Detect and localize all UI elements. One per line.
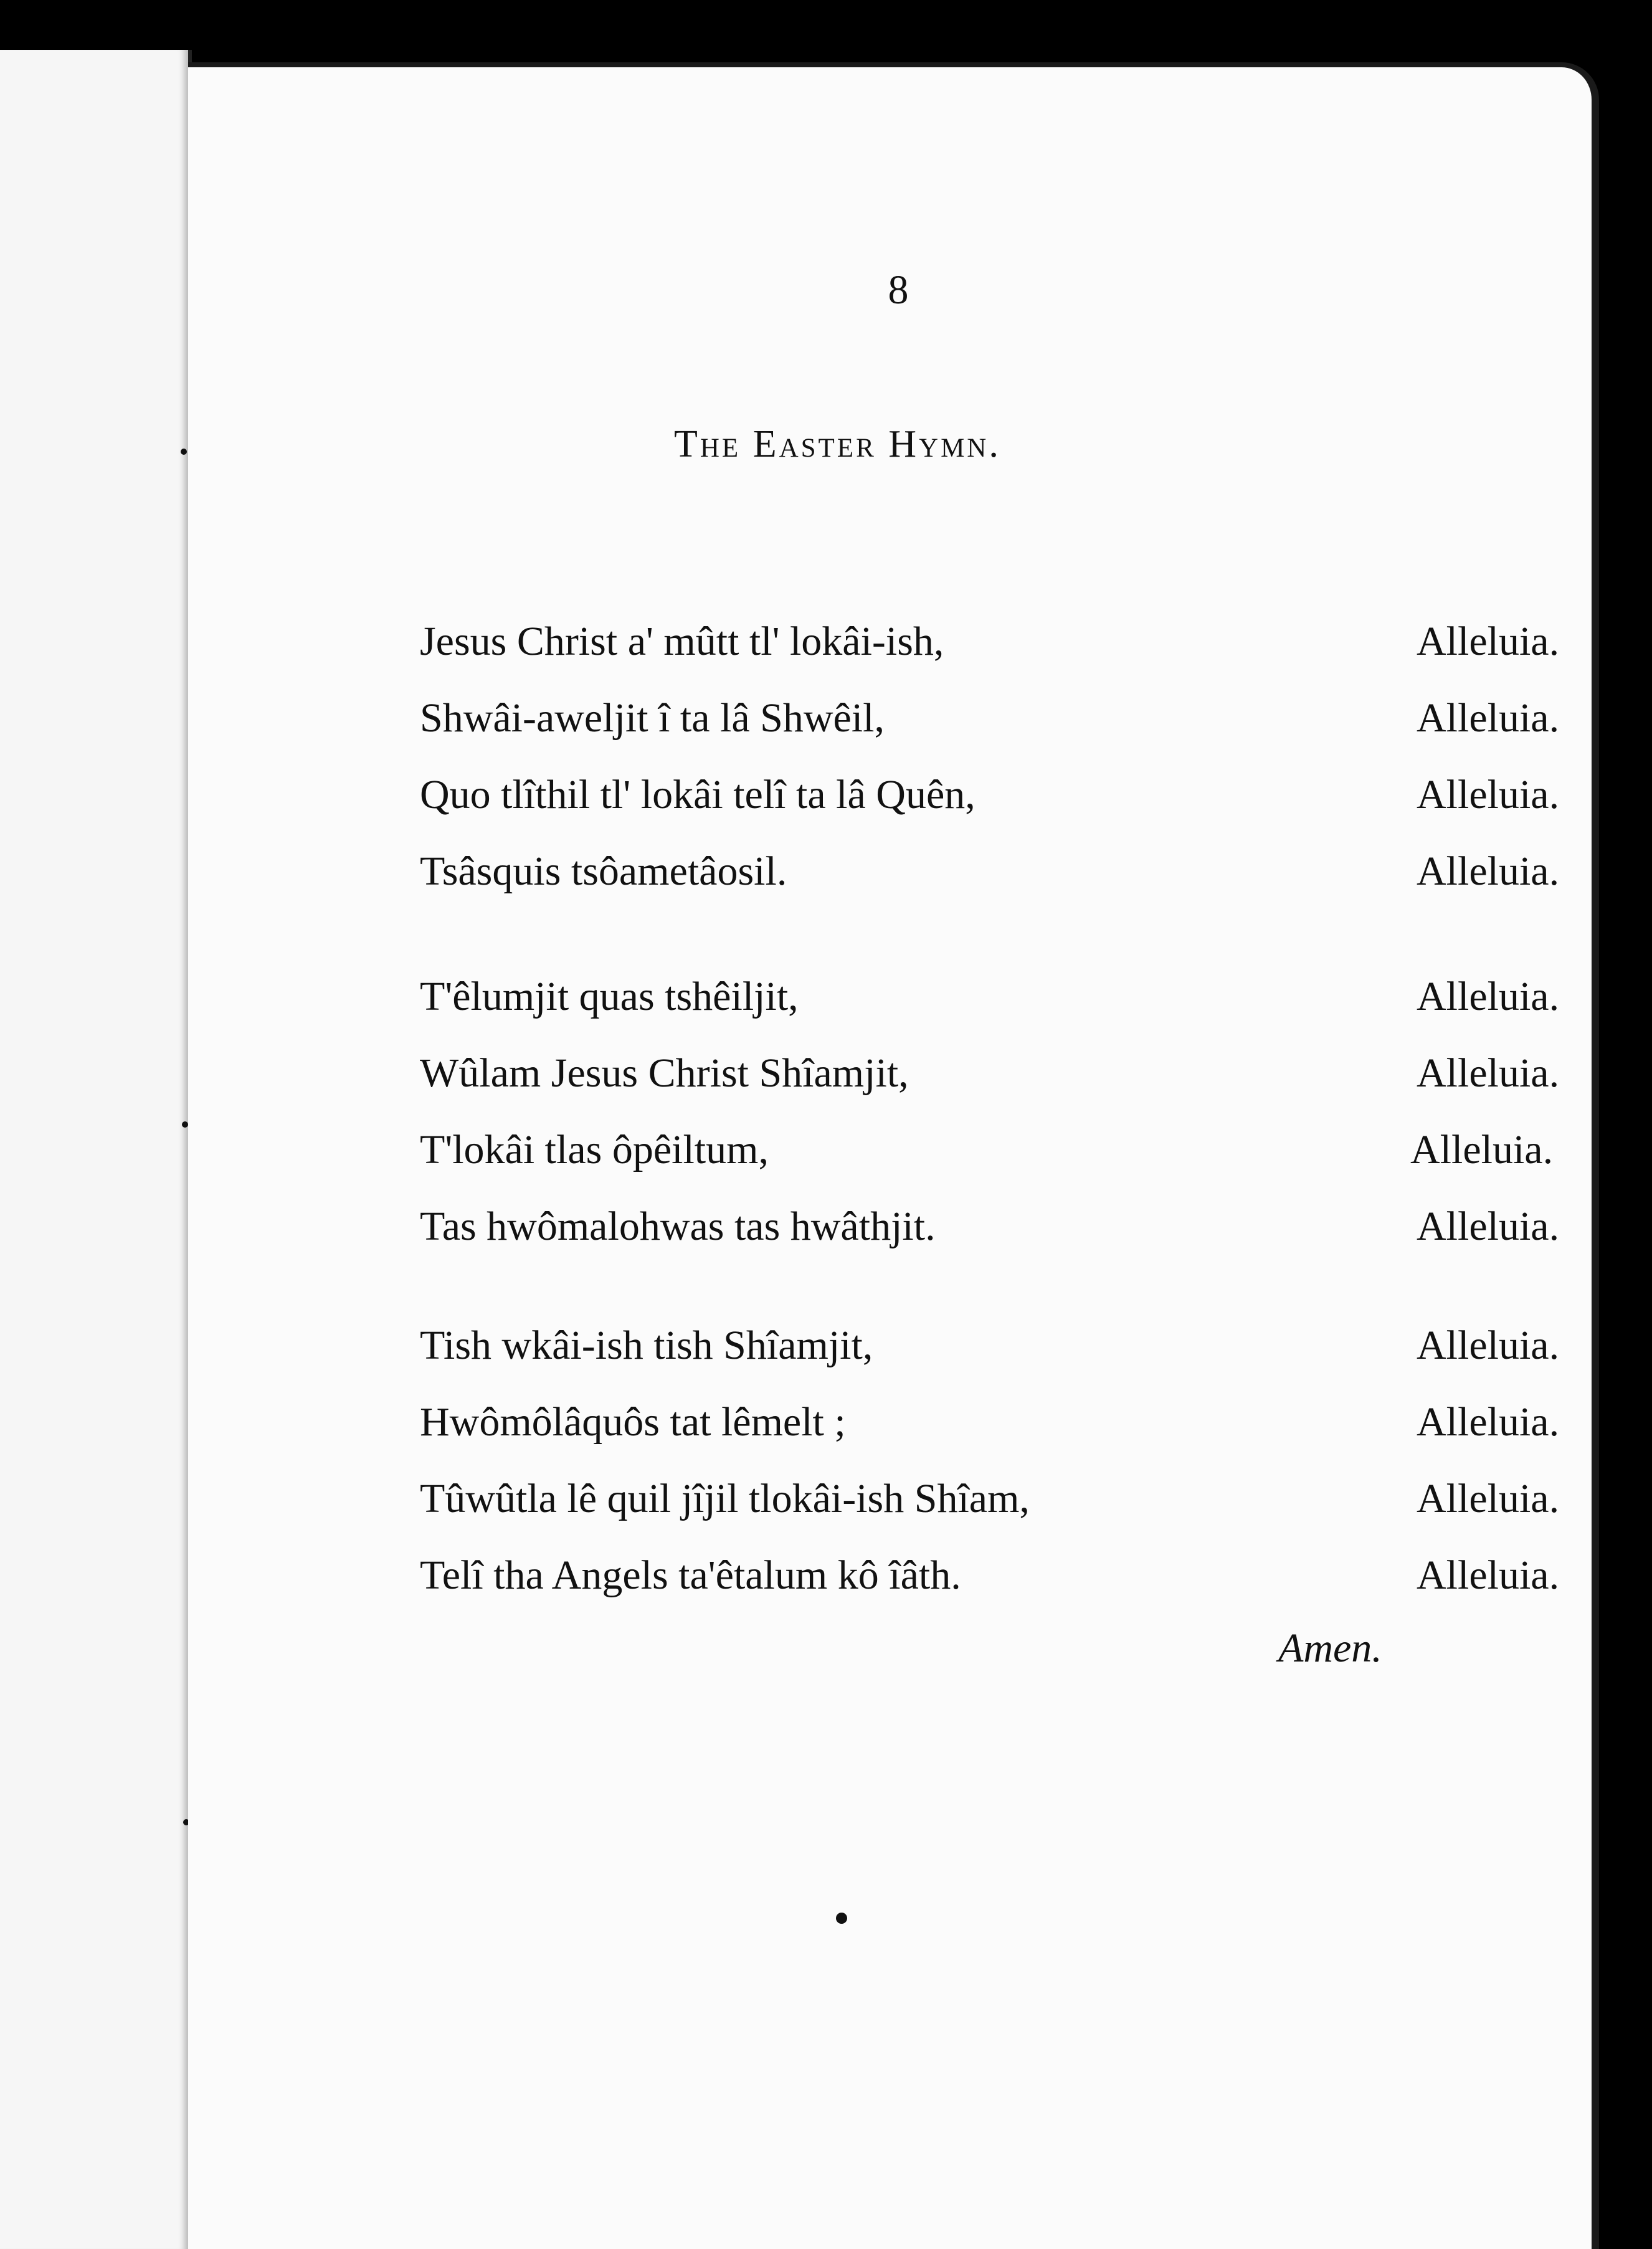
binding-mark [182,1121,188,1128]
verse-text: Tûwûtla lê quil jîjil tlokâi-ish Shîam, [420,1476,1030,1521]
verse-text: Tas hwômalohwas tas hwâthjit. [420,1204,936,1249]
verse-text: T'êlumjit quas tshêiljit, [420,974,799,1019]
stanza-line [420,958,1572,1035]
stanza-line [420,1307,1572,1384]
stanza-line [420,680,1572,756]
ornament-dot [836,1913,847,1924]
verse-text: Hwômôlâquôs tat lêmelt ; [420,1399,846,1445]
verse-text: Tish wkâi-ish tish Shîamjit, [420,1323,873,1368]
verse-text: Jesus Christ a' mûtt tl' lokâi-ish, [420,619,944,664]
refrain-text: Alleluia. [1417,1476,1560,1521]
refrain-text: Alleluia. [1410,1127,1554,1172]
stanza-1 [420,603,1572,910]
hymn-title: The Easter Hymn. [674,423,1001,465]
refrain-text: Alleluia. [1417,1399,1560,1445]
refrain-text: Alleluia. [1417,974,1560,1019]
refrain-text: Alleluia. [1417,1552,1560,1598]
verse-text: T'lokâi tlas ôpêiltum, [420,1127,769,1172]
stanza-line [420,1537,1572,1614]
book-page [188,62,1599,2249]
refrain-text: Alleluia. [1417,1323,1560,1368]
stanza-line [420,1460,1572,1537]
refrain-text: Alleluia. [1417,1050,1560,1096]
stanza-line [420,1111,1572,1188]
closing-amen: Amen. [1278,1625,1382,1671]
stanza-line [420,1384,1572,1460]
verse-text: Telî tha Angels ta'êtalum kô îâth. [420,1552,961,1598]
stanza-line [420,756,1572,833]
verse-text: Quo tlîthil tl' lokâi telî ta lâ Quên, [420,772,976,817]
verse-text: Tsâsquis tsôametâosil. [420,849,787,894]
stanza-line [420,833,1572,910]
stanza-2 [420,958,1572,1265]
stanza-line [420,1188,1572,1265]
stanza-line [420,1035,1572,1111]
refrain-text: Alleluia. [1417,849,1560,894]
verse-text: Wûlam Jesus Christ Shîamjit, [420,1050,909,1096]
facing-page-edge [0,50,192,2249]
refrain-text: Alleluia. [1417,772,1560,817]
page-number: 8 [888,267,909,313]
refrain-text: Alleluia. [1417,1204,1560,1249]
refrain-text: Alleluia. [1417,695,1560,741]
binding-mark [181,449,187,455]
refrain-text: Alleluia. [1417,619,1560,664]
verse-text: Shwâi-aweljit î ta lâ Shwêil, [420,695,885,741]
stanza-line [420,603,1572,680]
stanza-3 [420,1307,1572,1614]
